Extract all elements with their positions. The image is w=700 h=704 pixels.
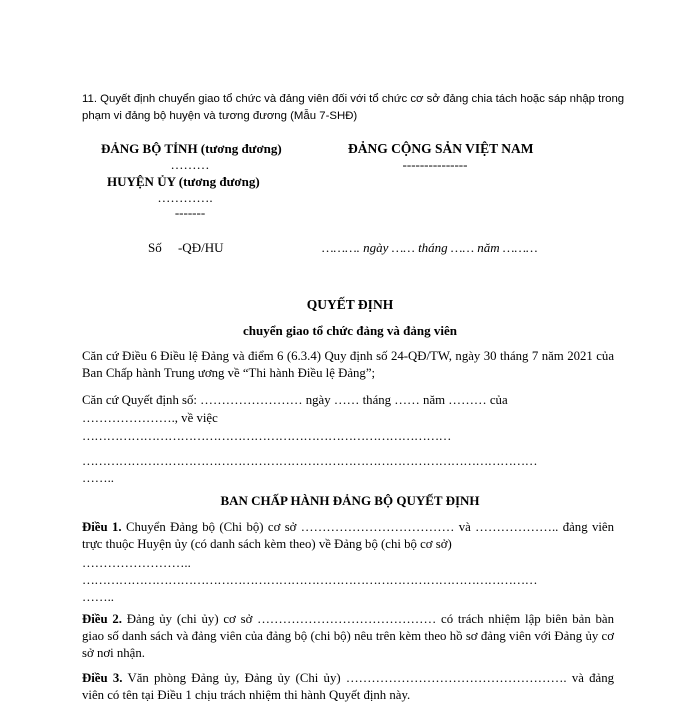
basis-2-line-2: …………………., về việc [82, 411, 218, 425]
article-1-label: Điều 1. [82, 520, 122, 534]
basis-2-line-1: Căn cứ Quyết định số: …………………… ngày …… tháng …… năm ……… của [82, 393, 508, 407]
article-2-label: Điều 2. [82, 612, 122, 626]
form-note: 11. Quyết định chuyển giao tổ chức và đảng viên đối với tổ chức cơ sở đảng chia tách hoặc sáp nhập trong phạm vi đảng bộ huyện và tương đương (Mẫu 7-SHĐ) [82, 93, 625, 122]
party-committee-province: ĐẢNG BỘ TỈNH (tương đương) [101, 141, 282, 156]
decides-heading: BAN CHẤP HÀNH ĐẢNG BỘ QUYẾT ĐỊNH [220, 493, 480, 508]
party-name: ĐẢNG CỘNG SẢN VIỆT NAM [348, 141, 534, 156]
article-3 [82, 670, 614, 704]
header-left-separator: ------- [174, 205, 206, 220]
basis-1: Căn cứ Điều 6 Điều lệ Đảng và điểm 6 (6.3.4) Quy định số 24-QĐ/TW, ngày 30 tháng 7 năm 2021 của Ban Chấp hành Trung ương về “Thi hành Điều lệ Đảng”; [82, 349, 614, 380]
article-1 [82, 519, 614, 553]
article-1-line-2: …………………….. [82, 556, 191, 570]
article-3-text: Văn phòng Đảng ủy, Đảng ủy (Chi ủy) ……………………………………………. và đảng viên có tên tại Điều 1 chịu trách nhiệm thi hành Quyết định này. [82, 671, 615, 702]
header-right-separator: --------------- [402, 157, 468, 172]
basis-2-line-5: …….. [82, 471, 114, 485]
basis-2-line-3: ……………………………………………………………………………… [82, 429, 451, 443]
article-1-line-4: …….. [82, 590, 114, 604]
page-title: QUYẾT ĐỊNH [306, 297, 394, 312]
article-2-text: Đảng ủy (chi ủy) cơ sở …………………………………… có trách nhiệm lập biên bản bàn giao số danh sách và đảng viên của đảng bộ (chi bộ) nêu trên kèm theo hồ sơ đảng viên với Đảng ủy cơ sở nơi nhận. [82, 612, 614, 660]
page-subtitle: chuyển giao tổ chức đảng và đảng viên [242, 323, 458, 338]
document-date: ………. ngày …… tháng …… năm ……… [322, 240, 538, 255]
article-2 [82, 611, 614, 662]
basis-2-line-4: ………………………………………………………………………………………………… [82, 454, 537, 468]
article-3-label: Điều 3. [82, 671, 123, 685]
article-1-line-3: ………………………………………………………………………………………………… [82, 573, 537, 587]
district-committee: HUYỆN ỦY (tương đương) [107, 174, 260, 189]
article-1-text: Chuyển Đảng bộ (Chi bộ) cơ sở ……………………………… và ……………….. đảng viên trực thuộc Huyện ủy (có danh sách kèm theo) về Đảng bộ (chi bộ cơ sở) [82, 520, 614, 551]
district-dots: …………. [157, 190, 213, 205]
document-number: Số -QĐ/HU [148, 240, 224, 255]
province-dots: ……… [170, 157, 210, 172]
